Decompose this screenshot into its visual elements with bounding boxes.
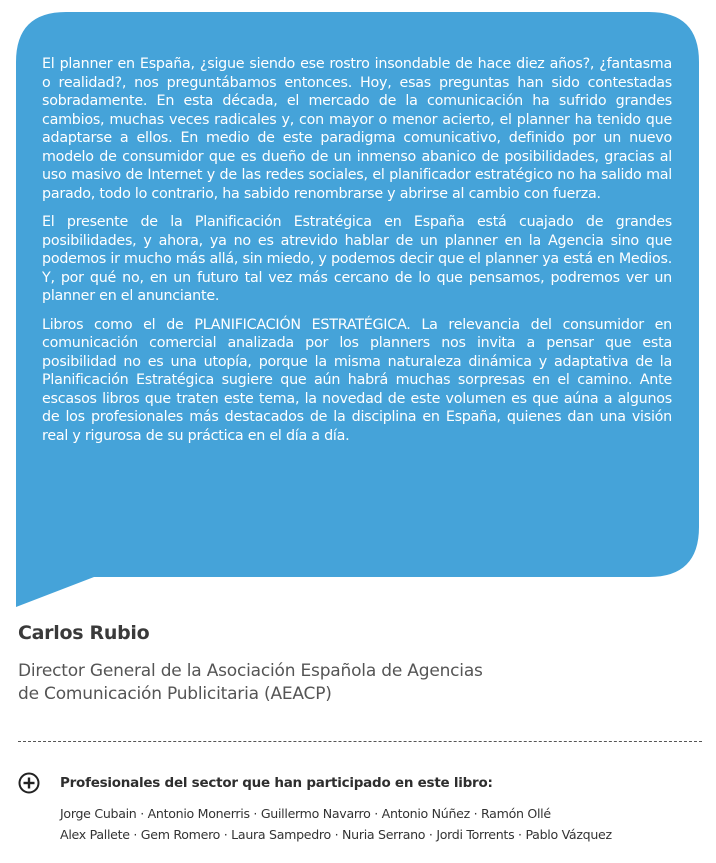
participants-heading: Profesionales del sector que han participado en este libro: [60, 775, 493, 791]
quote-bubble [16, 12, 699, 607]
quote-paragraph-3: Libros como el de PLANIFICACIÓN ESTRATÉGICA. La relevancia del consumidor en comunicación comercial analizada por los planners nos invita a pensar que esta posibilidad no es una utopía, porque la misma naturaleza dinámica y adaptativa de la Planificación Estratégica sugiere que aún habrá muchas sorpresas en el camino. Ante escasos libros que traten este tema, la novedad de este volumen es que aúna a algunos de los profesionales más destacados de la disciplina en España, quienes dan una visión real y rigurosa de su práctica en el día a día. [42, 316, 672, 444]
quote-paragraph-1: El planner en España, ¿sigue siendo ese rostro insondable de hace diez años?, ¿fantasma o realidad?, nos preguntábamos entonces. Hoy, esas preguntas han sido contestadas sobradamente. En esta década, el mercado de la comunicación ha sufrido grandes cambios, muchas veces radicales y, con mayor o menor acierto, el planner ha tenido que adaptarse a ellos. En medio de este paradigma comunicativo, definido por un nuevo modelo de consumidor que es dueño de un inmenso abanico de posibilidades, gracias al uso masivo de Internet y de las redes sociales, el planificador estratégico no ha salido mal parado, todo lo contrario, ha sabido renombrarse y abrirse al cambio con fuerza. [42, 56, 672, 202]
participants-line-1: Jorge Cubain · Antonio Monerris · Guillermo Navarro · Antonio Núñez · Ramón Ollé [60, 806, 551, 821]
quote-paragraph-2: El presente de la Planificación Estratégica en España está cuajado de grandes posibilidades, y ahora, ya no es atrevido hablar de un planner en la Agencia sino que podemos ir mucho más allá, sin miedo, y podemos decir que el planner ya está en Medios. Y, por qué no, en un futuro tal vez más cercano de lo que pensamos, podremos ver un planner en el anunciante. [42, 214, 672, 304]
author-role-line-2: de Comunicación Publicitaria (AEACP) [18, 684, 332, 704]
dashed-divider [18, 741, 702, 742]
author-role [18, 660, 618, 706]
participants-list [60, 803, 710, 845]
participants-line-2: Alex Pallete · Gem Romero · Laura Sampedro · Nuria Serrano · Jordi Torrents · Pablo Vázquez [60, 827, 612, 842]
plus-circle-icon [18, 772, 40, 794]
quote-text [42, 55, 672, 455]
author-name: Carlos Rubio [18, 622, 150, 644]
author-role-line-1: Director General de la Asociación Española de Agencias [18, 661, 483, 681]
